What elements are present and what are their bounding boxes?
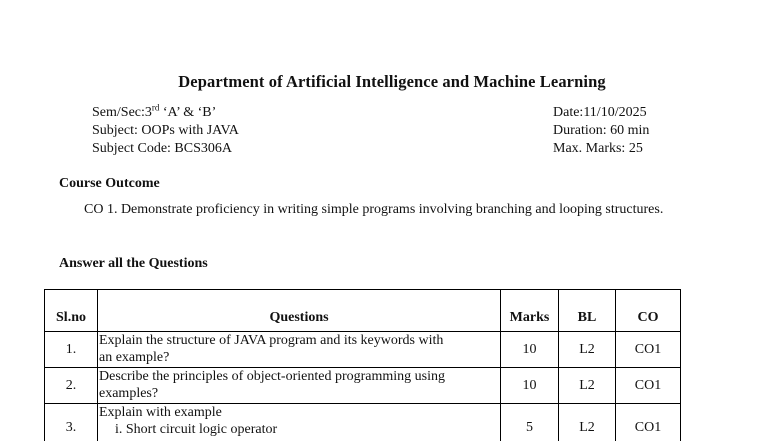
question-text-line: Explain with example (99, 405, 222, 420)
answer-instructions-heading: Answer all the Questions (59, 256, 208, 271)
question-sub-item: i. Short circuit logic operator (115, 422, 278, 437)
bl-cell: L2 (559, 368, 616, 404)
bl-cell: L2 (559, 332, 616, 368)
marks-cell: 5 (501, 404, 559, 441)
slno-cell: 3. (45, 404, 98, 441)
column-header-marks: Marks (501, 290, 559, 332)
sem-sec-prefix: Sem/Sec:3 (92, 105, 152, 120)
table-header-row (45, 290, 681, 332)
question-text-line: an example? (99, 350, 170, 365)
slno-cell: 2. (45, 368, 98, 404)
co-cell: CO1 (616, 404, 681, 441)
sem-sec-line (92, 104, 239, 122)
subject-line: Subject: OOPs with JAVA (92, 123, 239, 138)
questions-table (44, 289, 681, 441)
exam-meta-right (553, 104, 649, 158)
marks-cell: 10 (501, 332, 559, 368)
table-row (45, 404, 681, 441)
column-header-co: CO (616, 290, 681, 332)
co-cell: CO1 (616, 332, 681, 368)
bl-cell: L2 (559, 404, 616, 441)
course-outcome-item: CO 1. Demonstrate proficiency in writing simple programs involving branching and looping structures. (84, 202, 664, 217)
question-cell (98, 332, 501, 368)
slno-cell: 1. (45, 332, 98, 368)
sem-sec-superscript: rd (151, 102, 160, 113)
question-text-line: Explain the structure of JAVA program and its keywords with (99, 333, 444, 348)
table-row (45, 332, 681, 368)
column-header-questions: Questions (98, 290, 501, 332)
exam-meta-left (92, 104, 239, 158)
department-title: Department of Artificial Intelligence and Machine Learning (178, 72, 606, 91)
question-text-line: Describe the principles of object-oriented programming using (99, 369, 446, 384)
course-outcome-heading: Course Outcome (59, 176, 160, 191)
max-marks-line: Max. Marks: 25 (553, 141, 643, 156)
sem-sec-suffix: ‘A’ & ‘B’ (159, 105, 217, 120)
column-header-slno: Sl.no (45, 290, 98, 332)
date-line: Date:11/10/2025 (553, 105, 647, 120)
duration-line: Duration: 60 min (553, 123, 650, 138)
question-cell (98, 404, 501, 441)
column-header-bl: BL (559, 290, 616, 332)
marks-cell: 10 (501, 368, 559, 404)
question-text-line: examples? (99, 386, 159, 401)
question-cell (98, 368, 501, 404)
subject-code-line: Subject Code: BCS306A (92, 141, 233, 156)
table-row (45, 368, 681, 404)
co-cell: CO1 (616, 368, 681, 404)
